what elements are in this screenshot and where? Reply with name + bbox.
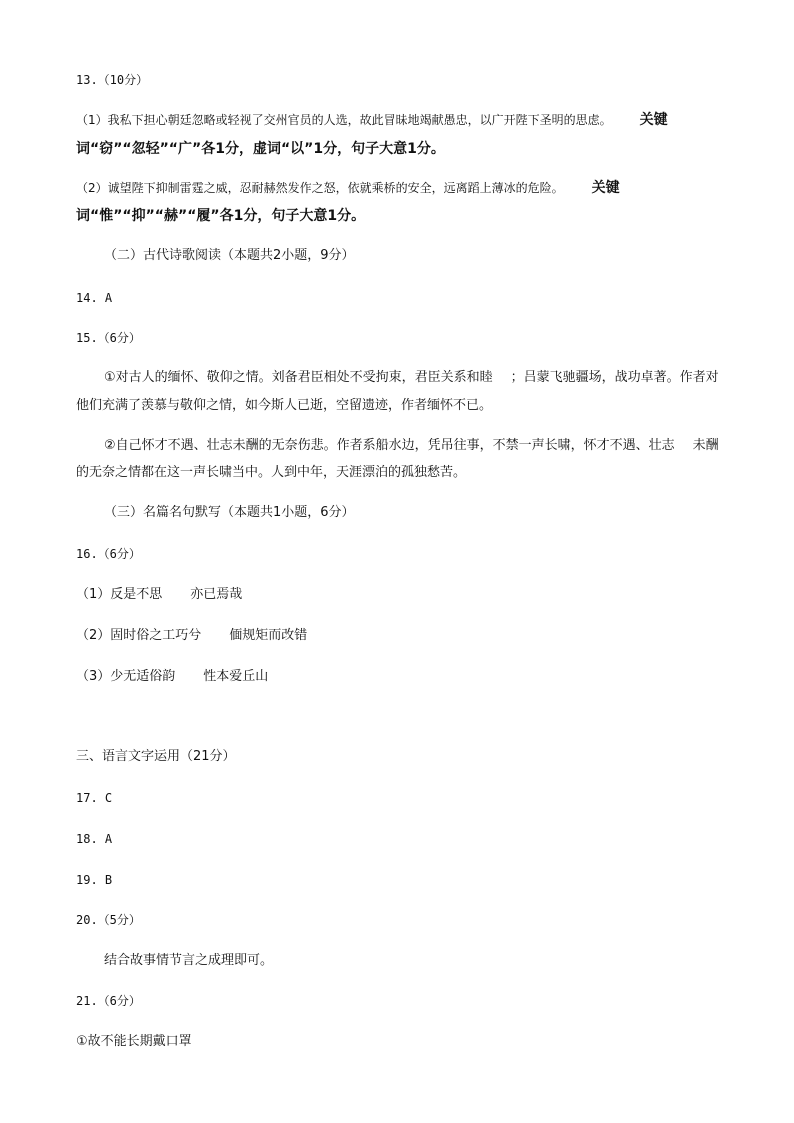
q15-answer2-line2: 的无奈之情都在这一声长啸当中。人到中年，天涯漂泊的孤独愁苦。 <box>76 465 467 480</box>
q13-answer2-key: 关键 <box>591 180 620 196</box>
q16-item-1 <box>76 586 242 604</box>
q13-answer1-line1 <box>76 111 668 129</box>
q13-answer1-scoring: 词“窃”“忽轻”“广”各1分，虚词“以”1分，句子大意1分。 <box>76 141 445 157</box>
q17-answer: 17. C <box>76 791 113 805</box>
q15-answer2-part-b: 未酬 <box>692 438 719 453</box>
q18-answer: 18. A <box>76 832 113 846</box>
q16-item-3 <box>76 668 268 686</box>
section-poetry-heading: （二）古代诗歌阅读（本题共2小题，9分） <box>104 248 355 263</box>
q16-header: 16.（6分） <box>76 547 141 561</box>
q15-answer2-part-a: ②自己怀才不遇、壮志未酬的无奈伤悲。作者系船水边，凭吊往事，不禁一声长啸，怀才不遇、壮志 <box>104 438 675 453</box>
q15-answer1-line2: 他们充满了羡慕与敬仰之情，如今斯人已逝，空留遗迹，作者缅怀不已。 <box>76 398 493 413</box>
q16-item-2 <box>76 627 307 645</box>
q15-answer1-part-b: ；吕蒙飞驰疆场，战功卓著 <box>510 370 667 385</box>
q16-item-2-answer-b: 偭规矩而改错 <box>229 628 308 643</box>
q21-answer-1: ①故不能长期戴口罩 <box>76 1034 192 1049</box>
q13-answer2-line1 <box>76 179 620 197</box>
q13-answer2-text: （2）诚望陛下抑制雷霆之威，忍耐赫然发作之怒，依就乘桥的安全，远离蹈上薄冰的危险。 <box>76 181 564 195</box>
q20-header: 20.（5分） <box>76 913 141 927</box>
section-dictation-heading: （三）名篇名句默写（本题共1小题，6分） <box>104 505 355 520</box>
q13-answer1-key: 关键 <box>639 112 668 128</box>
q13-answer1-text: （1）我私下担心朝廷忽略或轻视了交州官员的人选，故此冒昧地竭献愚忠，以广开陛下圣明的思虑。 <box>76 113 612 127</box>
q16-item-1-answer-b: 亦已焉哉 <box>190 587 243 602</box>
q13-answer2-scoring: 词“惟”“抑”“赫”“履”各1分，句子大意1分。 <box>76 208 366 224</box>
q13-header: 13.（10分） <box>76 73 149 87</box>
q16-item-1-answer-a: 反是不思 <box>110 587 163 602</box>
q14-answer: 14. A <box>76 291 113 305</box>
q16-item-3-answer-a: 少无适俗韵 <box>110 669 176 684</box>
section-3-heading: 三、语言文字运用（21分） <box>76 749 236 764</box>
q15-header: 15.（6分） <box>76 331 141 345</box>
q16-item-2-number: （2） <box>76 628 111 643</box>
q16-item-3-answer-b: 性本爱丘山 <box>203 669 269 684</box>
q21-header: 21.（6分） <box>76 994 141 1008</box>
q15-answer1-part-a: ①对古人的缅怀、敬仰之情。刘备君臣相处不受拘束，君臣关系和睦 <box>104 370 493 385</box>
q19-answer: 19. B <box>76 873 113 887</box>
q15-answer1-line1 <box>104 369 719 387</box>
q15-answer2-line1 <box>104 437 719 455</box>
q20-answer: 结合故事情节言之成理即可。 <box>104 953 274 968</box>
q15-answer1-part-c: 。作者对 <box>666 370 719 385</box>
q16-item-3-number: （3） <box>76 669 111 684</box>
q16-item-2-answer-a: 固时俗之工巧兮 <box>110 628 202 643</box>
q16-item-1-number: （1） <box>76 587 111 602</box>
